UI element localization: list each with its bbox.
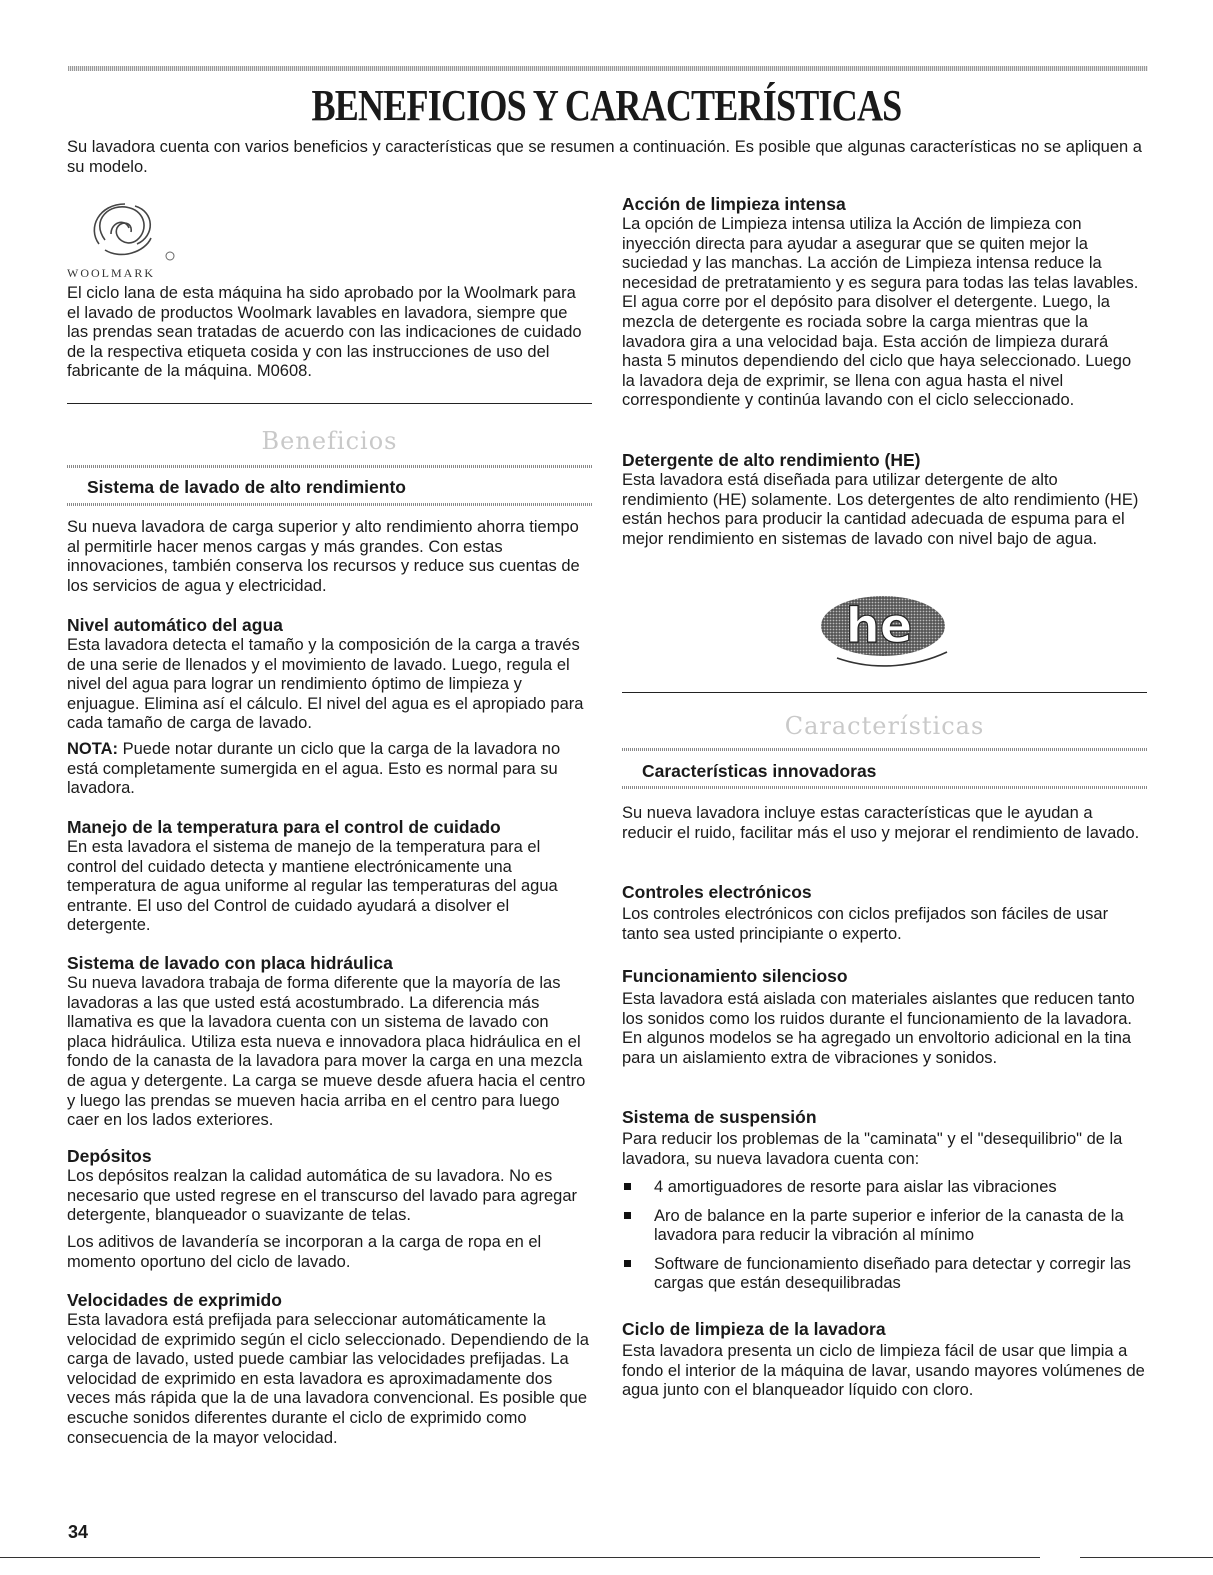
woolmark-logo-icon xyxy=(85,200,185,262)
section-title: Sistema de lavado con placa hidráulica xyxy=(67,953,393,973)
section-text: Para reducir los problemas de la "caminata" y el "desequilibrio" de la lavadora, su nueva lavadora cuenta con: xyxy=(622,1130,1123,1168)
benefits-intro: Su nueva lavadora de carga superior y alto rendimiento ahorra tiempo al permitirle hacer menos cargas y más grandes. Con estas innovaciones, también conserva los recursos y reduce sus cuentas de los servicios de agua y electricidad. xyxy=(67,518,580,595)
benefits-heading: Beneficios xyxy=(261,427,398,455)
section-title: Detergente de alto rendimiento (HE) xyxy=(622,450,921,470)
section-divider xyxy=(622,692,1147,693)
he-logo-icon xyxy=(817,592,957,670)
intro-text: Su lavadora cuenta con varios beneficios y características que se resumen a continuación. Es posible que algunas características no se apliquen a su modelo. xyxy=(67,138,1142,176)
section-text: En esta lavadora el sistema de manejo de la temperatura para el control del cuidado detecta y mantiene electrónicamente una temperatura de agua uniforme al regular las temperaturas del agua entrante. El uso del Control de cuidado ayudará a disolver el detergente. xyxy=(67,838,558,935)
top-dotted-rule xyxy=(68,66,1148,71)
benefits-subheading: Sistema de lavado de alto rendimiento xyxy=(87,477,406,497)
section-text: Los controles electrónicos con ciclos prefijados son fáciles de usar tanto sea usted principiante o experto. xyxy=(622,905,1109,943)
dotted-rule xyxy=(67,503,592,506)
section-title: Ciclo de limpieza de la lavadora xyxy=(622,1319,886,1339)
woolmark-wordmark: WOOLMARK xyxy=(67,266,155,280)
section-title: Depósitos xyxy=(67,1146,152,1166)
list-item: Software de funcionamiento diseñado para detectar y corregir las cargas que están desequilibradas xyxy=(622,1255,1147,1294)
dotted-rule xyxy=(622,748,1147,751)
he-logo-text: he xyxy=(845,598,913,654)
section-title: Controles electrónicos xyxy=(622,882,812,902)
section-text: Los depósitos realzan la calidad automática de su lavadora. No es necesario que usted regrese en el transcurso del lavado para agregar detergente, blanqueador o suavizante de telas. xyxy=(67,1167,577,1225)
section-title: Manejo de la temperatura para el control de cuidado xyxy=(67,817,501,837)
list-item: 4 amortiguadores de resorte para aislar las vibraciones xyxy=(622,1178,1147,1198)
section-divider xyxy=(67,403,592,404)
section-title: Sistema de suspensión xyxy=(622,1107,817,1127)
note-label: NOTA: xyxy=(67,740,119,758)
bottom-rule xyxy=(0,1557,1040,1558)
features-heading: Características xyxy=(784,712,985,740)
list-item: Aro de balance en la parte superior e inferior de la canasta de la lavadora para reducir la vibración al mínimo xyxy=(622,1207,1147,1246)
bullet-square-icon xyxy=(624,1212,631,1219)
note-text: Puede notar durante un ciclo que la carga de la lavadora no está completamente sumergida en el agua. Esto es normal para su lavadora. xyxy=(67,740,561,798)
section-text: Su nueva lavadora trabaja de forma diferente que la mayoría de las lavadoras a las que usted está acostumbrado. La diferencia más llamativa es que la lavadora cuenta con un sistema de lavado con placa hidráulica. Utiliza esta nueva e innovadora placa hidráulica en el fondo de la canasta de la lavadora para mover la carga en una mezcla de agua y detergente. La carga se mueve desde afuera hacia el centro y luego las prendas se mueven hacia arriba en el centro para luego caer en los lados exteriores. xyxy=(67,974,586,1130)
bullet-list xyxy=(622,1178,1147,1294)
bullet-square-icon xyxy=(624,1260,631,1267)
section-text: Esta lavadora está diseñada para utilizar detergente de alto rendimiento (HE) solamente. Los detergentes de alto rendimiento (HE) están hechos para producir la cantidad adecuada de espuma para el mejor rendimiento en sistemas de lavado con nivel bajo de agua. xyxy=(622,471,1139,548)
bottom-rule xyxy=(1080,1557,1213,1558)
section-text: Los aditivos de lavandería se incorporan a la carga de ropa en el momento oportuno del ciclo de lavado. xyxy=(67,1233,542,1271)
features-intro: Su nueva lavadora incluye estas características que le ayudan a reducir el ruido, facilitar más el uso y mejorar el rendimiento de lavado. xyxy=(622,804,1140,842)
section-title: Acción de limpieza intensa xyxy=(622,194,846,214)
page-number: 34 xyxy=(68,1522,89,1542)
section-title: Funcionamiento silencioso xyxy=(622,966,848,986)
note-paragraph xyxy=(67,740,592,799)
page-title: BENEFICIOS Y CARACTERÍSTICAS xyxy=(311,81,902,130)
section-text: Esta lavadora presenta un ciclo de limpieza fácil de usar que limpia a fondo el interior de la máquina de lavar, usando mayores volúmenes de agua junto con el blanqueador líquido con cloro. xyxy=(622,1342,1145,1400)
section-text: Esta lavadora detecta el tamaño y la composición de la carga a través de una serie de llenados y el movimiento de lavado. Luego, regula el nivel del agua para lograr un rendimiento óptimo de limpieza y enjuague. Elimina así el cálculo. El nivel del agua es el apropiado para cada tamaño de carga de lavado. xyxy=(67,636,584,733)
section-title: Velocidades de exprimido xyxy=(67,1290,282,1310)
features-subheading: Características innovadoras xyxy=(642,761,877,781)
section-title: Nivel automático del agua xyxy=(67,615,283,635)
dotted-rule xyxy=(622,786,1147,789)
woolmark-text: El ciclo lana de esta máquina ha sido aprobado por la Woolmark para el lavado de productos Woolmark lavables en lavadora, siempre que las prendas sean tratadas de acuerdo con las indicaciones de cuidado de la respectiva etiqueta cosida y con las instrucciones de uso del fabricante de la máquina. M0608. xyxy=(67,284,582,381)
bullet-square-icon xyxy=(624,1183,631,1190)
dotted-rule xyxy=(67,465,592,468)
section-text: Esta lavadora está prefijada para seleccionar automáticamente la velocidad de exprimido según el ciclo seleccionado. Dependiendo de la carga de lavado, usted puede cambiar las velocidades prefijadas. La velocidad de exprimido en esta lavadora es aproximadamente dos veces más rápida que la de una lavadora convencional. Es posible que escuche sonidos diferentes durante el ciclo de exprimido como consecuencia de la mayor velocidad. xyxy=(67,1311,589,1447)
section-text: La opción de Limpieza intensa utiliza la Acción de limpieza con inyección directa para ayudar a asegurar que se quiten mejor la suciedad y las manchas. La acción de Limpieza intensa reduce la necesidad de pretratamiento y es segura para todas las telas lavables. El agua corre por el depósito para disolver el detergente. Luego, la mezcla de detergente es rociada sobre la carga mientras que la lavadora gira a una velocidad baja. Esta acción de limpieza durará hasta 5 minutos dependiendo del ciclo que haya seleccionado. Luego la lavadora deja de exprimir, se llena con agua hasta el nivel correspondiente y continúa lavando con el ciclo seleccionado. xyxy=(622,215,1139,410)
section-text: Esta lavadora está aislada con materiales aislantes que reducen tanto los sonidos como los ruidos durante el funcionamiento de la lavadora. En algunos modelos se ha agregado un envoltorio adicional en la tina para un aislamiento extra de vibraciones y sonidos. xyxy=(622,990,1135,1067)
